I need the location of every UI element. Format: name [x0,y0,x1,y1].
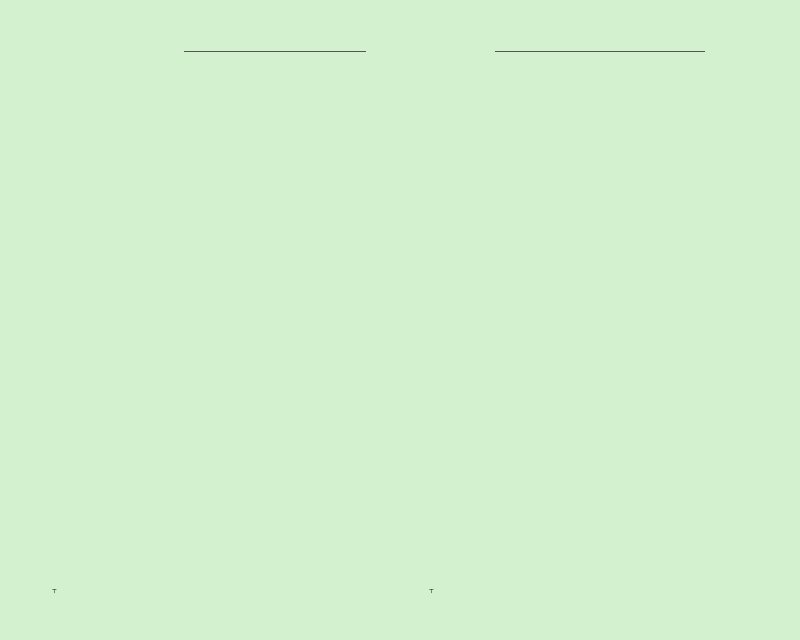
brand-mark-icon: ⊤ [52,589,57,595]
brand-mark-icon: ⊤ [429,589,434,595]
brand-logo-right [429,589,434,595]
brand-logo-left [52,589,57,595]
